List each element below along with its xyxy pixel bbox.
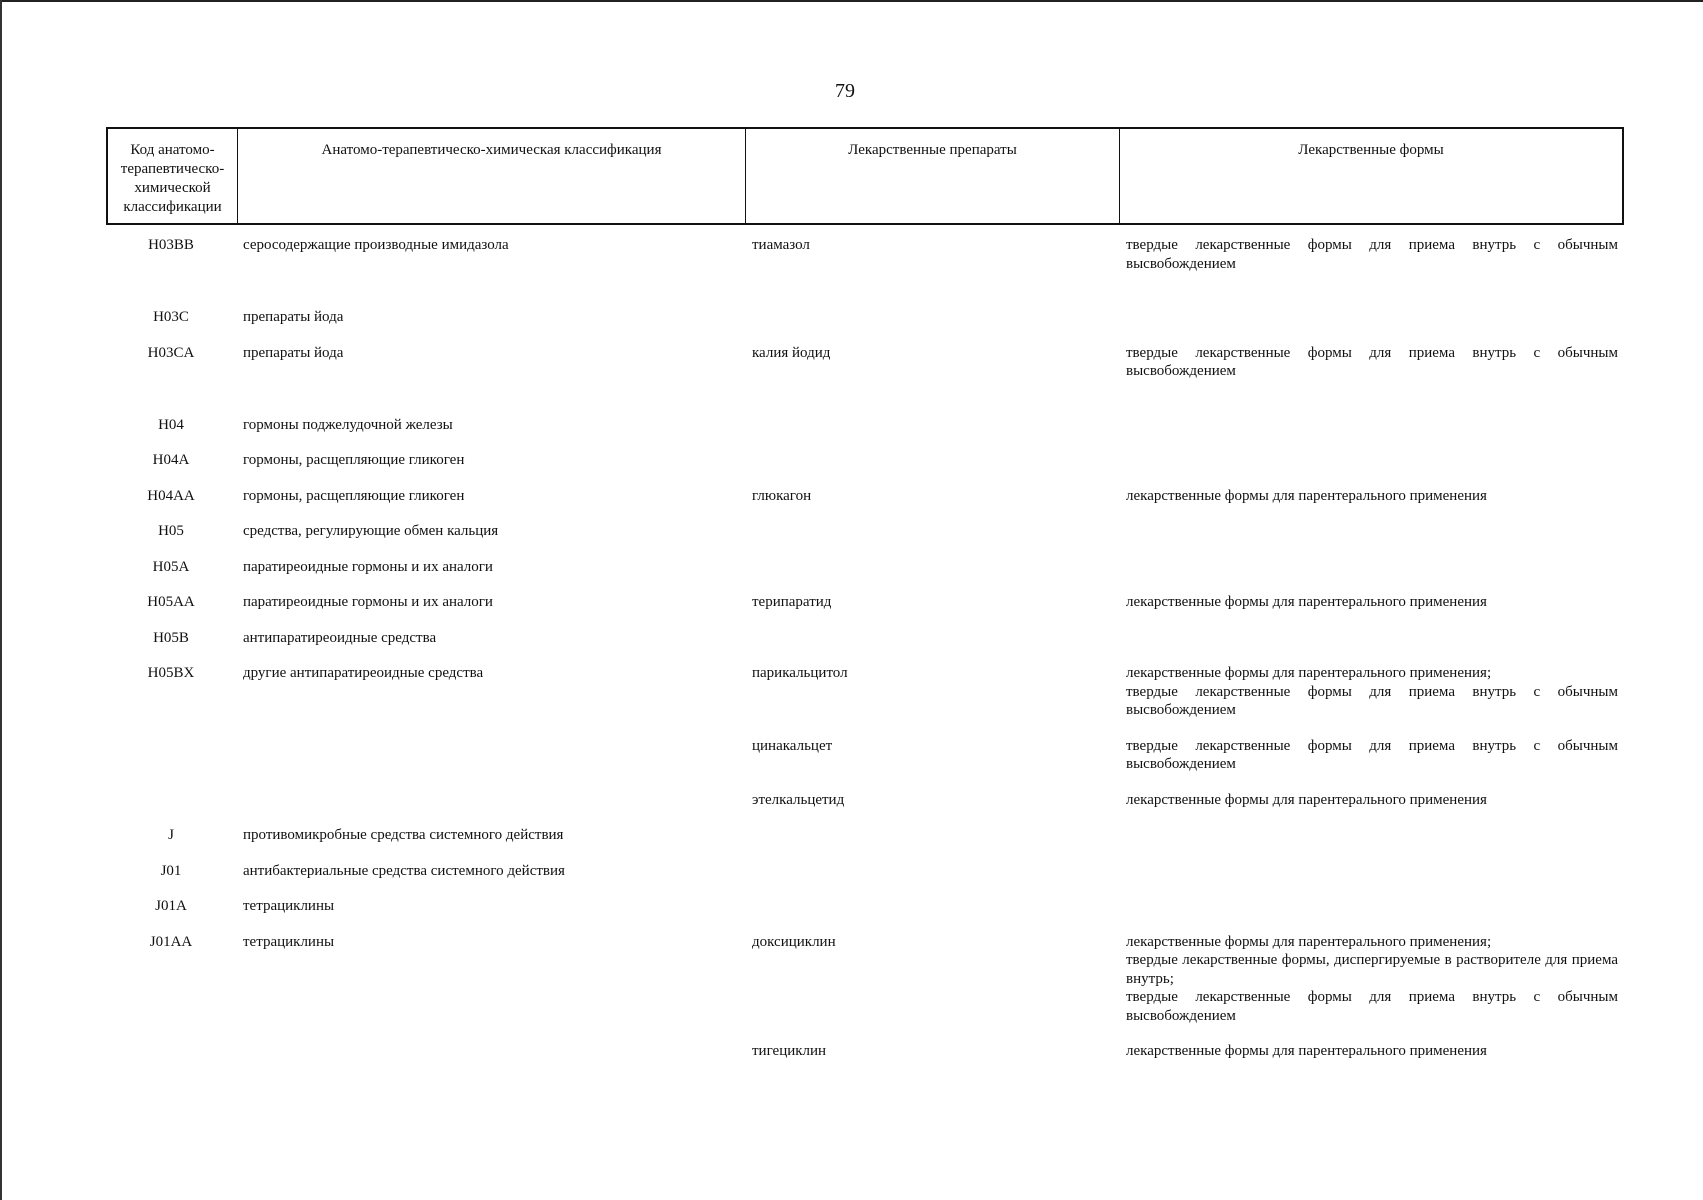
cell-atc: гормоны, расщепляющие гликоген [243,487,465,504]
table-row [106,236,1624,273]
cell-code: J01A [155,898,187,914]
cell-atc [236,737,744,774]
cell-atc: паратиреоидные гормоны и их аналоги [243,594,493,610]
cell-drug: тигециклин [752,1043,827,1059]
cell-forms [1118,451,1624,470]
cell-atc: гормоны поджелудочной железы [243,416,453,433]
cell-atc: паратиреоидные гормоны и их аналоги [243,558,493,575]
cell-forms [1118,933,1624,1026]
scan-edge-top [0,0,1703,2]
cell-drug: калия йодид [752,344,831,361]
form-entry: твердые лекарственные формы для приема внутрь с обычным высвобождением [1126,737,1618,772]
cell-atc: противомикробные средства системного действия [243,827,564,843]
cell-forms [1118,629,1624,648]
table-row [106,826,1624,845]
cell-atc: серосодержащие производные имидазола [243,237,509,253]
cell-drug [744,308,1118,327]
header-code: Код анатомо-терапевтическо-химической классификации [108,129,238,223]
form-entry: твердые лекарственные формы, диспергируемые в растворителе для приема внутрь; [1126,952,1618,987]
form-entry: твердые лекарственные формы для приема внутрь с обычным высвобождением [1126,989,1618,1024]
cell-drug [744,451,1118,470]
cell-code: H05BX [147,665,195,681]
table-row [106,791,1624,810]
header-atc: Анатомо-терапевтическо-химическая классификация [238,129,746,223]
cell-drug: цинакальцет [752,737,833,754]
cell-code: J01 [160,862,182,879]
cell-drug: тиамазол [752,237,810,253]
cell-forms [1118,897,1624,916]
cell-drug [744,826,1118,845]
table-row [106,487,1624,506]
cell-drug: доксициклин [752,933,836,950]
form-entry: лекарственные формы для парентерального применения [1126,594,1487,610]
form-entry: лекарственные формы для парентерального применения; [1126,665,1492,681]
form-entry: лекарственные формы для парентерального применения; [1126,933,1492,950]
cell-drug: терипаратид [752,594,832,610]
cell-drug [744,897,1118,916]
cell-code: H03BB [148,237,194,253]
table-row [106,897,1624,916]
cell-forms [1118,593,1624,612]
form-entry: твердые лекарственные формы для приема внутрь с обычным высвобождением [1126,683,1618,718]
cell-code: J [168,827,174,843]
table-row [106,1042,1624,1061]
cell-code [106,1042,236,1061]
cell-drug [744,416,1118,435]
cell-code: H03C [153,309,189,325]
cell-code: H04AA [147,487,195,504]
cell-forms [1118,737,1624,774]
cell-forms [1118,1042,1624,1061]
cell-code [106,737,236,774]
cell-code: J01AA [149,933,193,950]
cell-drug [744,862,1118,881]
cell-code: H05 [158,523,184,539]
cell-code [106,791,236,810]
cell-forms [1118,344,1624,381]
form-entry: лекарственные формы для парентерального применения [1126,1043,1487,1059]
cell-drug [744,629,1118,648]
table-row [106,593,1624,612]
table-row [106,558,1624,577]
cell-drug: глюкагон [752,487,812,504]
cell-atc [236,791,744,810]
table-row [106,629,1624,648]
cell-code: H05A [152,558,190,575]
cell-atc: антибактериальные средства системного действия [243,862,565,879]
cell-forms [1118,862,1624,881]
cell-code: H03CA [147,344,195,361]
cell-forms [1118,791,1624,810]
cell-atc [236,1042,744,1061]
form-entry: лекарственные формы для парентерального применения [1126,791,1487,808]
page-number: 79 [835,80,855,102]
table-row [106,664,1624,720]
cell-atc: тетрациклины [243,898,335,914]
table-body [106,236,1624,1061]
table-header [106,127,1624,225]
table-row [106,862,1624,881]
cell-drug [744,558,1118,577]
scan-edge-left [0,0,2,1200]
cell-atc: препараты йода [243,344,344,361]
table-row [106,522,1624,541]
cell-forms [1118,236,1624,273]
cell-drug: парикальцитол [752,665,848,681]
form-entry: лекарственные формы для парентерального применения [1126,487,1487,504]
cell-forms [1118,487,1624,506]
cell-forms [1118,664,1624,720]
table-row [106,933,1624,1026]
header-forms: Лекарственные формы [1298,142,1444,158]
table-row [106,451,1624,470]
header-drugs: Лекарственные препараты [746,129,1120,223]
cell-atc: гормоны, расщепляющие гликоген [243,452,465,468]
cell-forms [1118,826,1624,845]
cell-forms [1118,416,1624,435]
cell-code: H05B [153,629,189,646]
table-row [106,344,1624,381]
cell-code: H04 [158,416,184,433]
cell-atc: антипаратиреоидные средства [243,629,437,646]
cell-atc: другие антипаратиреоидные средства [243,665,484,681]
form-entry: твердые лекарственные формы для приема внутрь с обычным высвобождением [1126,237,1618,272]
cell-forms [1118,522,1624,541]
cell-atc: тетрациклины [243,933,335,950]
table-row [106,737,1624,774]
cell-atc: средства, регулирующие обмен кальция [243,523,499,539]
cell-drug [744,522,1118,541]
table-row [106,308,1624,327]
table-row [106,416,1624,435]
cell-forms [1118,558,1624,577]
cell-forms [1118,308,1624,327]
form-entry: твердые лекарственные формы для приема внутрь с обычным высвобождением [1126,344,1618,379]
cell-atc: препараты йода [243,309,344,325]
cell-code: H05AA [147,594,195,610]
cell-code: H04A [152,452,190,468]
cell-drug: этелкальцетид [752,791,845,808]
